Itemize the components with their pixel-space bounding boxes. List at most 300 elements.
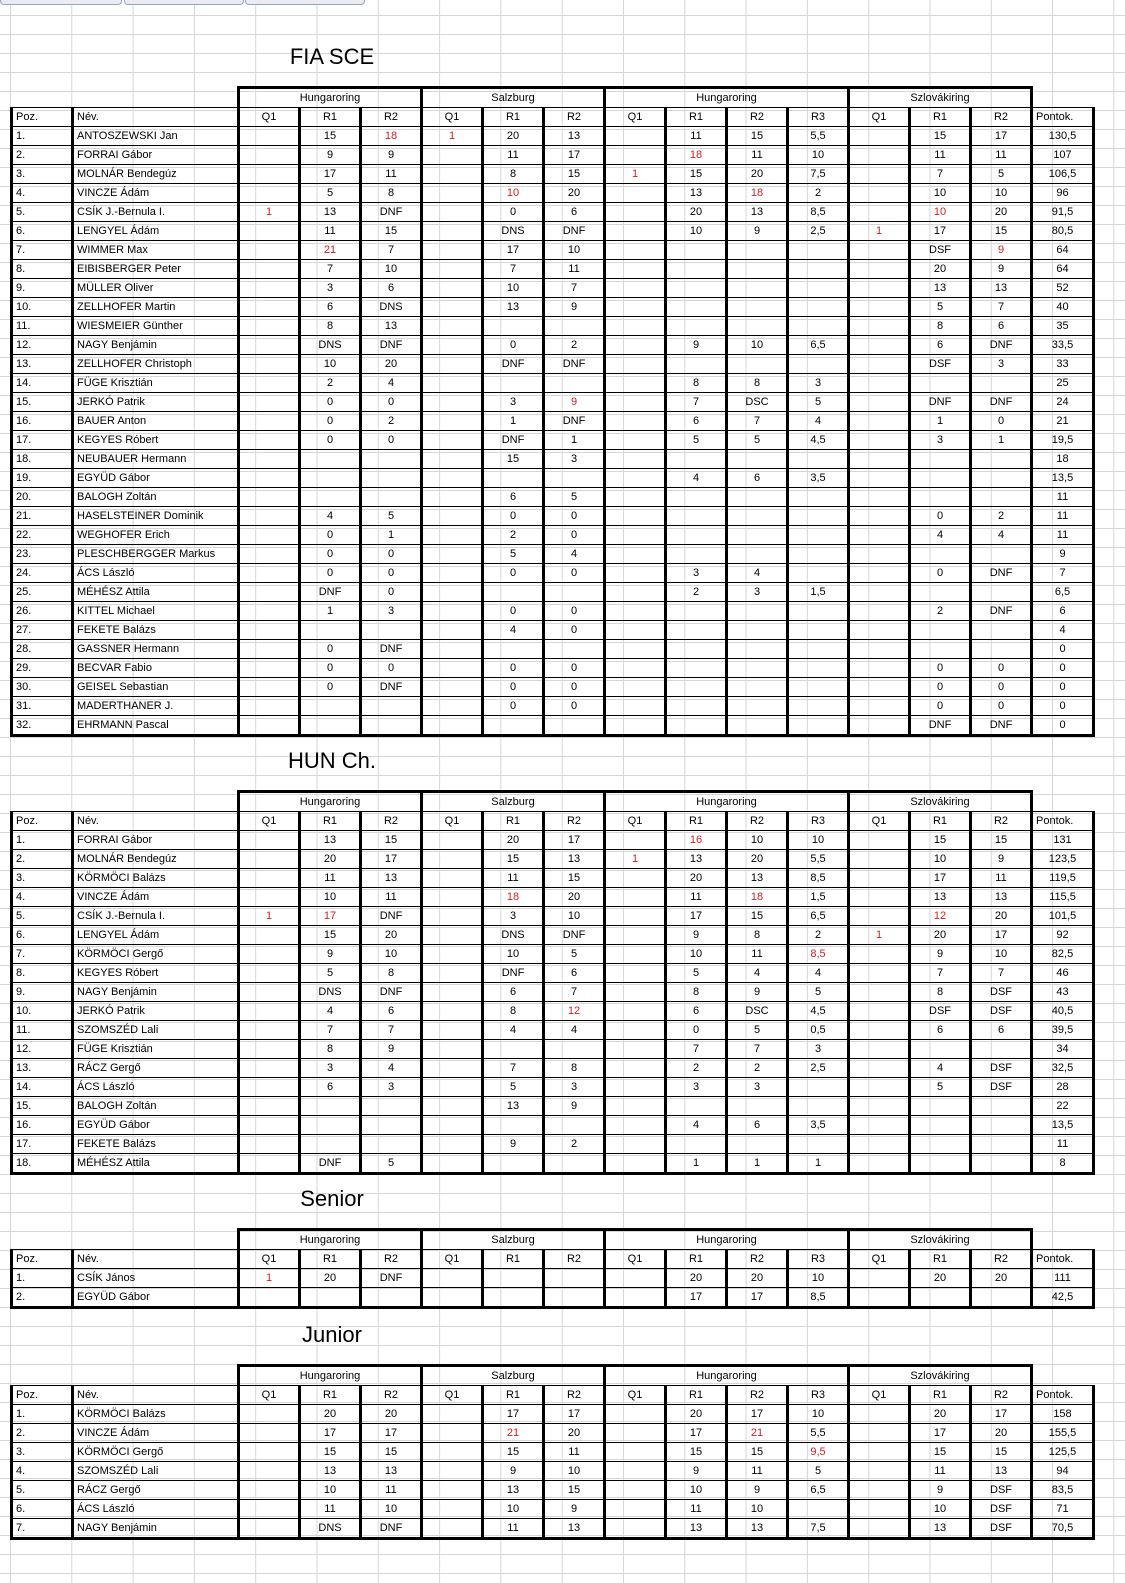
toolbar-tab-1[interactable]	[0, 0, 122, 5]
result-cell: 8	[910, 317, 971, 336]
driver-name-cell: FEKETE Balázs	[73, 621, 239, 640]
result-cell	[239, 1002, 300, 1021]
result-cell: DSC	[727, 393, 788, 412]
result-cell: 13	[971, 888, 1032, 907]
result-cell	[849, 640, 910, 659]
result-cell: 0	[910, 507, 971, 526]
result-cell	[971, 640, 1032, 659]
driver-name-cell: CSÍK J.-Bernula I.	[73, 203, 239, 222]
result-cell	[849, 964, 910, 983]
table-row	[12, 659, 1094, 678]
result-cell	[239, 964, 300, 983]
result-cell: 0	[483, 564, 544, 583]
result-cell: 3	[361, 602, 422, 621]
result-cell: 10	[666, 222, 727, 241]
result-cell	[727, 1097, 788, 1116]
result-cell: 15	[483, 450, 544, 469]
result-cell: 20	[971, 203, 1032, 222]
venue-header: Hungaroring	[239, 1230, 422, 1250]
table-row	[12, 1097, 1094, 1116]
position-cell: 30.	[12, 678, 73, 697]
position-cell: 15.	[12, 393, 73, 412]
driver-name-cell: BALOGH Zoltán	[73, 488, 239, 507]
column-header: R2	[544, 1250, 605, 1269]
result-cell	[605, 488, 666, 507]
result-cell	[300, 716, 361, 736]
result-cell	[727, 640, 788, 659]
driver-name-cell: MADERTHANER J.	[73, 697, 239, 716]
result-cell	[605, 203, 666, 222]
result-cell	[300, 469, 361, 488]
table-row	[12, 1269, 1094, 1288]
driver-name-cell: WIMMER Max	[73, 241, 239, 260]
result-cell: 10	[483, 945, 544, 964]
result-cell	[239, 1481, 300, 1500]
result-cell: 16	[666, 831, 727, 850]
result-cell: 5	[727, 431, 788, 450]
result-cell	[239, 488, 300, 507]
result-cell: 0	[300, 545, 361, 564]
result-cell: 15	[910, 127, 971, 146]
result-cell: 20	[910, 260, 971, 279]
result-cell	[849, 888, 910, 907]
result-cell	[605, 1021, 666, 1040]
result-cell	[605, 659, 666, 678]
result-cell	[422, 374, 483, 393]
result-cell: 15	[971, 222, 1032, 241]
result-cell	[483, 317, 544, 336]
result-cell: 13	[361, 1462, 422, 1481]
result-cell: 15	[727, 907, 788, 926]
driver-name-cell: NAGY Benjámin	[73, 983, 239, 1002]
result-cell	[239, 279, 300, 298]
result-cell: 7	[971, 964, 1032, 983]
result-cell: 2	[483, 526, 544, 545]
result-cell: 10	[910, 203, 971, 222]
result-cell: 13	[910, 1519, 971, 1539]
result-cell: 3	[300, 279, 361, 298]
position-cell: 32.	[12, 716, 73, 736]
result-cell	[422, 1078, 483, 1097]
result-cell: 0	[483, 659, 544, 678]
result-cell	[788, 621, 849, 640]
result-cell: 11	[666, 888, 727, 907]
column-header: Q1	[849, 1250, 910, 1269]
result-cell: DSF	[971, 1481, 1032, 1500]
result-cell	[727, 621, 788, 640]
result-cell	[788, 678, 849, 697]
result-cell: 10	[666, 1481, 727, 1500]
result-cell: 5	[727, 1021, 788, 1040]
result-cell: 3	[971, 355, 1032, 374]
table-row	[12, 184, 1094, 203]
total-points-cell: 96	[1032, 184, 1094, 203]
result-cell: 7	[544, 279, 605, 298]
column-header: Poz.	[12, 108, 73, 127]
result-cell: 5	[300, 184, 361, 203]
driver-name-cell: BALOGH Zoltán	[73, 1097, 239, 1116]
total-points-cell: 130,5	[1032, 127, 1094, 146]
result-cell: 17	[300, 907, 361, 926]
result-cell: 18	[727, 184, 788, 203]
table-row	[12, 1405, 1094, 1424]
position-cell: 11.	[12, 317, 73, 336]
result-cell	[849, 1500, 910, 1519]
total-points-cell: 111	[1032, 1269, 1094, 1288]
result-cell	[239, 602, 300, 621]
result-cell	[849, 469, 910, 488]
result-cell	[971, 583, 1032, 602]
result-cell	[788, 564, 849, 583]
result-cell: 10	[300, 355, 361, 374]
result-cell	[666, 488, 727, 507]
result-cell: 10	[788, 831, 849, 850]
result-cell	[605, 1424, 666, 1443]
result-cell: 10	[788, 146, 849, 165]
result-cell	[788, 355, 849, 374]
result-cell: 0	[361, 431, 422, 450]
column-header: Q1	[605, 1250, 666, 1269]
result-cell: 4,5	[788, 431, 849, 450]
position-cell: 23.	[12, 545, 73, 564]
result-cell: 3	[544, 1078, 605, 1097]
result-cell	[361, 469, 422, 488]
result-cell	[666, 298, 727, 317]
result-cell	[788, 260, 849, 279]
result-cell: 8	[666, 983, 727, 1002]
result-cell	[849, 545, 910, 564]
result-cell: 4,5	[788, 1002, 849, 1021]
result-cell	[971, 374, 1032, 393]
results-table	[10, 86, 1095, 737]
result-cell: 5,5	[788, 850, 849, 869]
result-cell	[788, 640, 849, 659]
result-cell	[788, 1078, 849, 1097]
result-cell: 9,5	[788, 1443, 849, 1462]
result-cell: 7	[483, 260, 544, 279]
result-cell	[849, 336, 910, 355]
result-cell: 11	[971, 869, 1032, 888]
position-cell: 27.	[12, 621, 73, 640]
position-cell: 10.	[12, 298, 73, 317]
column-header: Q1	[422, 108, 483, 127]
position-cell: 14.	[12, 1078, 73, 1097]
result-cell	[666, 241, 727, 260]
total-points-cell: 13,5	[1032, 1116, 1094, 1135]
result-cell: 9	[971, 850, 1032, 869]
result-cell	[239, 1059, 300, 1078]
total-points-cell: 9	[1032, 545, 1094, 564]
result-cell: 13	[727, 203, 788, 222]
result-cell	[849, 697, 910, 716]
driver-name-cell: EHRMANN Pascal	[73, 716, 239, 736]
result-cell	[910, 1040, 971, 1059]
column-header: R2	[544, 1386, 605, 1405]
column-header: R2	[971, 812, 1032, 831]
result-cell: 5	[361, 1154, 422, 1174]
result-cell: 10	[544, 241, 605, 260]
result-cell	[422, 621, 483, 640]
result-cell: 11	[910, 1462, 971, 1481]
result-cell: 7	[727, 1040, 788, 1059]
result-cell: 11	[971, 146, 1032, 165]
table-row	[12, 831, 1094, 850]
result-cell	[849, 602, 910, 621]
result-cell	[239, 298, 300, 317]
venue-header: Szlovákiring	[849, 1230, 1032, 1250]
total-points-cell: 11	[1032, 1135, 1094, 1154]
driver-name-cell: MÜLLER Oliver	[73, 279, 239, 298]
position-cell: 12.	[12, 1040, 73, 1059]
result-cell	[727, 716, 788, 736]
result-cell	[849, 260, 910, 279]
column-header: R1	[483, 108, 544, 127]
driver-name-cell: LENGYEL Ádám	[73, 926, 239, 945]
result-cell	[422, 564, 483, 583]
table-row	[12, 450, 1094, 469]
toolbar-tab-3[interactable]	[245, 0, 365, 5]
result-cell: 6	[910, 336, 971, 355]
result-cell	[971, 1288, 1032, 1308]
result-cell	[666, 355, 727, 374]
result-cell	[849, 1405, 910, 1424]
result-cell: 10	[971, 945, 1032, 964]
position-cell: 8.	[12, 260, 73, 279]
result-cell	[422, 222, 483, 241]
result-cell: 20	[727, 850, 788, 869]
result-cell: 10	[666, 945, 727, 964]
result-cell: 8	[727, 374, 788, 393]
result-cell	[605, 1078, 666, 1097]
position-cell: 19.	[12, 469, 73, 488]
result-cell: 7	[544, 983, 605, 1002]
result-cell	[239, 1078, 300, 1097]
result-cell	[788, 716, 849, 736]
driver-name-cell: VINCZE Ádám	[73, 184, 239, 203]
total-points-cell: 32,5	[1032, 1059, 1094, 1078]
table-row	[12, 983, 1094, 1002]
result-cell: 3	[544, 450, 605, 469]
table-row	[12, 260, 1094, 279]
result-cell: 13	[361, 317, 422, 336]
column-header: R2	[361, 1250, 422, 1269]
result-cell: 17	[971, 926, 1032, 945]
result-cell: 20	[544, 1424, 605, 1443]
result-cell: 0	[666, 1021, 727, 1040]
result-cell	[239, 1021, 300, 1040]
result-cell	[422, 450, 483, 469]
result-cell	[788, 450, 849, 469]
position-cell: 24.	[12, 564, 73, 583]
result-cell	[849, 1519, 910, 1539]
result-cell	[422, 1116, 483, 1135]
result-cell: 15	[666, 1443, 727, 1462]
result-cell	[239, 355, 300, 374]
table-row	[12, 1462, 1094, 1481]
result-cell	[849, 1462, 910, 1481]
result-cell	[849, 1116, 910, 1135]
result-cell: 15	[300, 926, 361, 945]
result-cell: 7	[361, 1021, 422, 1040]
result-cell: 6	[300, 1078, 361, 1097]
total-points-cell: 64	[1032, 241, 1094, 260]
result-cell: 7	[971, 298, 1032, 317]
result-cell: 17	[727, 1288, 788, 1308]
result-cell: 6,5	[788, 1481, 849, 1500]
result-cell	[239, 678, 300, 697]
result-cell: 15	[361, 222, 422, 241]
result-cell: 9	[544, 298, 605, 317]
result-cell	[910, 488, 971, 507]
result-cell	[788, 279, 849, 298]
result-cell	[422, 907, 483, 926]
result-cell: 15	[910, 831, 971, 850]
result-cell	[422, 640, 483, 659]
result-cell: 17	[910, 869, 971, 888]
result-cell	[849, 869, 910, 888]
result-cell	[422, 945, 483, 964]
result-cell	[239, 640, 300, 659]
result-cell: 3	[300, 1059, 361, 1078]
column-header: Q1	[605, 1386, 666, 1405]
result-cell: 1	[910, 412, 971, 431]
column-header: R1	[666, 108, 727, 127]
toolbar-strip	[0, 0, 1125, 6]
result-cell: 11	[483, 1519, 544, 1539]
result-cell: 8	[361, 964, 422, 983]
table-row	[12, 1021, 1094, 1040]
result-cell: 6	[727, 469, 788, 488]
result-cell	[849, 1135, 910, 1154]
result-cell	[605, 697, 666, 716]
result-cell: 10	[361, 945, 422, 964]
table-row	[12, 488, 1094, 507]
result-cell: 8	[544, 1059, 605, 1078]
table-row	[12, 621, 1094, 640]
driver-name-cell: SZOMSZÉD Lali	[73, 1021, 239, 1040]
venue-header: Hungaroring	[239, 88, 422, 108]
result-cell: 20	[666, 203, 727, 222]
position-cell: 21.	[12, 507, 73, 526]
result-cell: 9	[971, 260, 1032, 279]
table-row	[12, 583, 1094, 602]
column-header: R1	[910, 812, 971, 831]
result-cell	[239, 850, 300, 869]
blank-cell	[1032, 1366, 1094, 1386]
column-header: R1	[300, 812, 361, 831]
result-cell: 15	[483, 1443, 544, 1462]
result-cell	[849, 1078, 910, 1097]
result-cell: 4	[300, 1002, 361, 1021]
result-cell	[788, 545, 849, 564]
result-cell: 10	[788, 1405, 849, 1424]
result-cell	[727, 355, 788, 374]
result-cell	[605, 507, 666, 526]
result-cell	[849, 1443, 910, 1462]
result-cell: 5	[788, 393, 849, 412]
position-cell: 6.	[12, 222, 73, 241]
result-cell	[605, 602, 666, 621]
venue-header: Salzburg	[422, 1230, 605, 1250]
result-cell: DNF	[971, 564, 1032, 583]
result-cell: 4	[544, 1021, 605, 1040]
table-row	[12, 165, 1094, 184]
result-cell: 5,5	[788, 1424, 849, 1443]
column-header: R1	[666, 1250, 727, 1269]
total-points-cell: 40	[1032, 298, 1094, 317]
result-cell	[666, 716, 727, 736]
result-cell: 6	[300, 298, 361, 317]
result-cell: DNS	[361, 298, 422, 317]
result-cell	[422, 507, 483, 526]
result-cell	[849, 317, 910, 336]
venue-header: Szlovákiring	[849, 88, 1032, 108]
result-cell: 0	[910, 564, 971, 583]
position-cell: 4.	[12, 1462, 73, 1481]
result-cell	[849, 1481, 910, 1500]
result-cell: 1	[849, 222, 910, 241]
result-cell	[239, 926, 300, 945]
driver-name-cell: HASELSTEINER Dominik	[73, 507, 239, 526]
result-cell: 1	[300, 602, 361, 621]
result-cell	[422, 659, 483, 678]
result-cell: 20	[300, 850, 361, 869]
result-cell: 0	[544, 564, 605, 583]
position-cell: 9.	[12, 279, 73, 298]
venue-header: Hungaroring	[605, 792, 849, 812]
result-cell: 17	[666, 1424, 727, 1443]
result-cell: 5	[788, 1462, 849, 1481]
table-row	[12, 146, 1094, 165]
total-points-cell: 4	[1032, 621, 1094, 640]
result-cell: 0	[300, 393, 361, 412]
driver-name-cell: EGYÜD Gábor	[73, 1288, 239, 1308]
position-cell: 20.	[12, 488, 73, 507]
result-cell: 6	[727, 1116, 788, 1135]
result-cell: 17	[300, 165, 361, 184]
position-cell: 5.	[12, 907, 73, 926]
result-cell: 2	[544, 1135, 605, 1154]
result-cell	[788, 317, 849, 336]
result-cell: 18	[483, 888, 544, 907]
total-points-cell: 43	[1032, 983, 1094, 1002]
result-cell: 18	[666, 146, 727, 165]
result-cell	[361, 1116, 422, 1135]
result-cell	[483, 583, 544, 602]
result-cell: 8	[483, 165, 544, 184]
result-cell: 0	[300, 431, 361, 450]
total-points-cell: 0	[1032, 678, 1094, 697]
result-cell: 2	[666, 1059, 727, 1078]
result-cell: 4	[910, 526, 971, 545]
driver-name-cell: LENGYEL Ádám	[73, 222, 239, 241]
column-header: Pontok.	[1032, 1386, 1094, 1405]
result-cell	[605, 298, 666, 317]
toolbar-tab-2[interactable]	[124, 0, 244, 5]
result-cell	[666, 450, 727, 469]
result-cell: 20	[910, 926, 971, 945]
result-cell: 11	[727, 945, 788, 964]
column-header: Q1	[849, 812, 910, 831]
result-cell: 11	[544, 1443, 605, 1462]
result-cell: 2	[300, 374, 361, 393]
result-cell: 8	[300, 1040, 361, 1059]
result-cell: 9	[971, 241, 1032, 260]
result-cell: 7	[300, 260, 361, 279]
result-cell: 13	[727, 869, 788, 888]
result-cell	[605, 1288, 666, 1308]
result-cell	[666, 678, 727, 697]
